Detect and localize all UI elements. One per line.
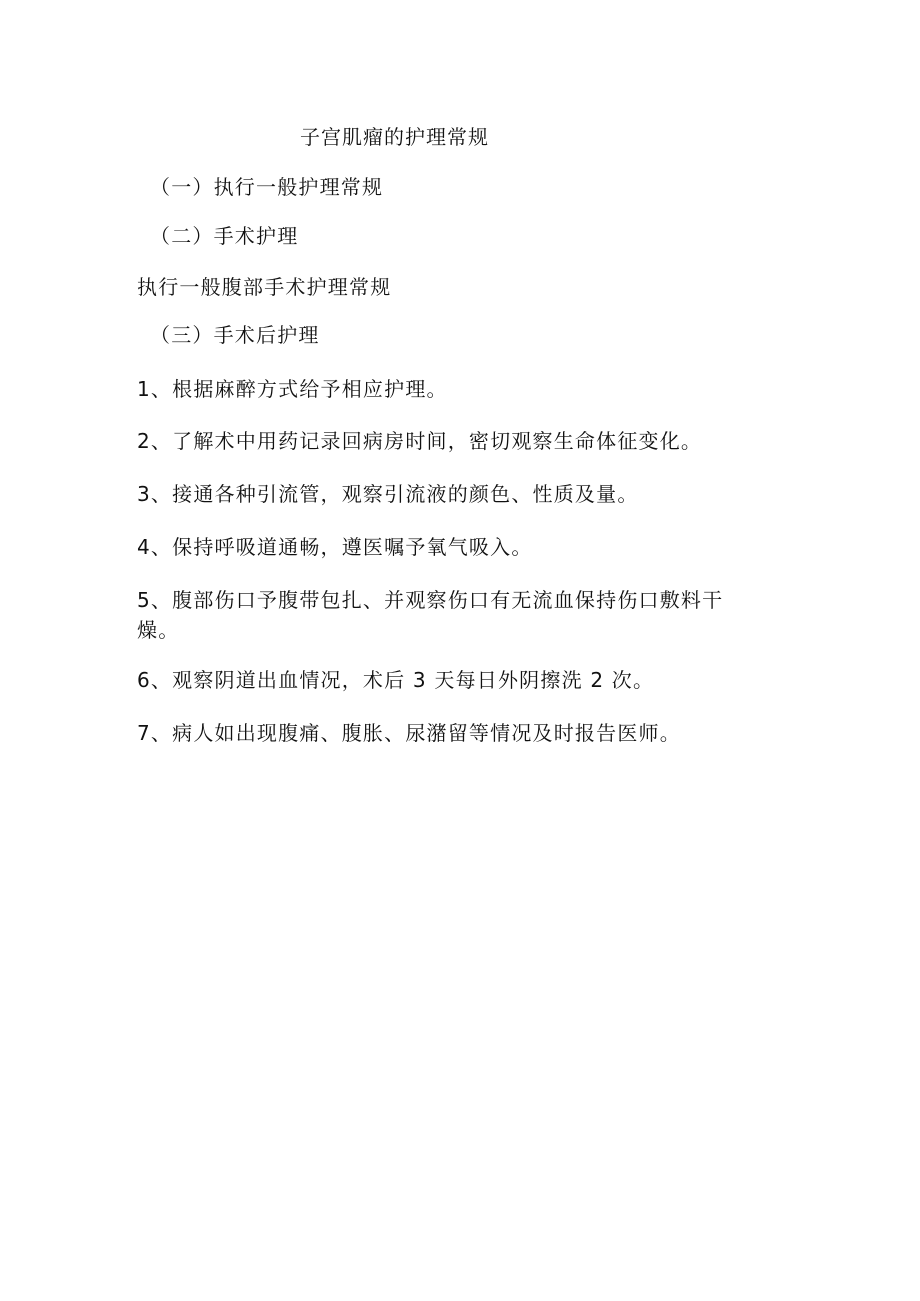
list-item: 3、接通各种引流管，观察引流液的颜色、性质及量。 [137,482,639,506]
list-item: 5、腹部伤口予腹带包扎、并观察伤口有无流血保持伤口敷料干 [137,588,724,612]
list-item: 1、根据麻醉方式给予相应护理。 [137,377,448,401]
list-item-continuation: 燥。 [137,618,180,642]
document-title: 子宫肌瘤的护理常规 [300,125,489,149]
section-body-surgical-care: 执行一般腹部手术护理常规 [137,275,392,299]
list-item: 2、了解术中用药记录回病房时间，密切观察生命体征变化。 [137,429,703,453]
list-item: 6、观察阴道出血情况，术后 3 天每日外阴擦洗 2 次。 [137,668,655,692]
list-item: 4、保持呼吸道通畅，遵医嘱予氧气吸入。 [137,535,533,559]
list-item: 7、病人如出现腹痛、腹胀、尿潴留等情况及时报告医师。 [137,721,681,745]
section-heading-postoperative-care: （三）手术后护理 [150,323,320,347]
section-heading-surgical-care: （二）手术护理 [150,224,299,248]
section-heading-general-care: （一）执行一般护理常规 [150,175,384,199]
